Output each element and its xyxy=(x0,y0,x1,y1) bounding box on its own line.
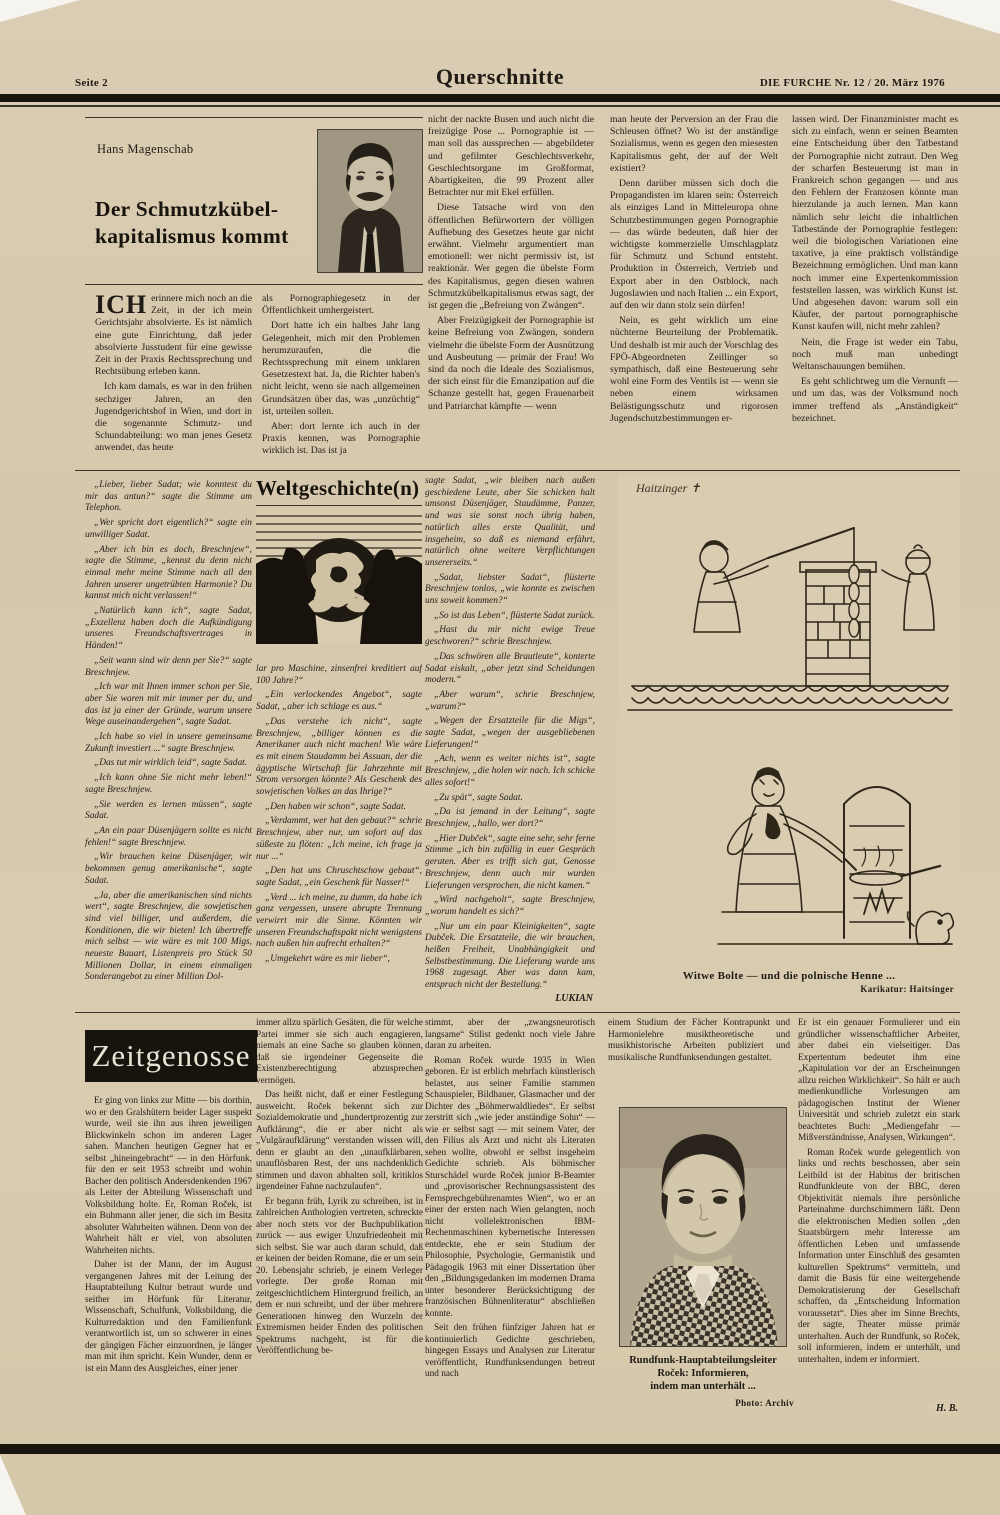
paragraph: „Ich kann ohne Sie nicht mehr leben!“ sagte Breschnjew. xyxy=(85,773,252,795)
header-bar xyxy=(0,94,1000,102)
paragraph: Daher ist der Mann, der im August vergangenen Jahres mit der Leitung der Hauptabteilung Kultur betraut wurde und seither im Hörfunk für Literatur, Wissenschaft, Schulfunk, Volksbildung, die Kulturredaktion und den Familienfunk verantwortlich ist, um so schwerer in eines der gängigen Fächer einzuordnen, je länger man mit ihm spricht. Kein Wunder, denn er ist ein Mann des Ausgleiches, einer jener xyxy=(85,1260,252,1374)
paragraph: „Ich habe so viel in unsere gemeinsame Zukunft investiert ...“ sagte Breschnjew. xyxy=(85,732,252,754)
paragraph: „An ein paar Düsenjägern sollte es nicht fehlen!“ sagte Breschnjew. xyxy=(85,825,252,848)
paragraph: „Nur um ein paar Kleinigkeiten“, sagte Dubček. Die Ersatzteile, die wir brauchen, heißen Freiheit, Unabhängigkeit und Selbstbestimmung. Die Lieferung wurde uns 1968 zugesagt. Aber was dann kam, entsprach nicht der Bestellung.“ xyxy=(425,921,595,991)
paragraph: einem Studium der Fächer Kontrapunkt und Harmonielehre musiktheoretische und musikhistorische Arbeiten publiziert und musikalische Rundfunksendungen gestaltet. xyxy=(608,1018,790,1063)
paragraph-list xyxy=(425,476,595,992)
paragraph: Rundfunk-Hauptabteilungsleiter xyxy=(629,1355,777,1366)
cartoon xyxy=(618,474,960,994)
dialogue-column xyxy=(85,480,252,1007)
dialogue-column xyxy=(256,664,422,1007)
paragraph: „Sadat, liebster Sadat“, flüsterte Breschnjew tonlos, „wie konnte es zwischen uns soweit kommen?“ xyxy=(425,572,595,607)
paragraph: immer allzu spärlich Gesäten, die für welche Partei immer sie sich auch engagieren, niemals an eine Sache so glauben können, daß sie irgendeiner Gegenseite die Existenzberechtigung abzusprechen vermögen. xyxy=(256,1018,423,1086)
footer-bar xyxy=(0,1444,1000,1454)
dialogue-column xyxy=(425,476,595,1007)
article-column xyxy=(798,1018,960,1418)
lead-paragraph xyxy=(95,293,252,378)
photo-caption xyxy=(612,1354,794,1393)
article-title xyxy=(95,196,315,250)
paragraph: Aber: dort lernte ich auch in der Praxis kennen, was Pornographie wirklich ist. Das ist ja xyxy=(262,421,420,457)
article-column xyxy=(425,1018,595,1434)
paragraph: Seit den frühen fünfziger Jahren hat er kontinuierlich Gedichte geschrieben, hingegen Essays und Analysen zur Literatur veröffentlicht, Rundfunksendungen betreut und nach xyxy=(425,1323,595,1379)
paragraph: Das heißt nicht, daß er einer Festlegung ausweicht. Roček bekennt sich zur Sozialdemokratie und „hundertprozentig zur Aufklärung“, die er aber nicht als „Vulgäraufklärung“ verstanden wissen will, denn er glaubt an den „unaufklärbaren, unauflösbaren Rest, der uns nachdenklich stimmen und davon abhalten soll, kritiklos irgendeiner Fahne nachzulaufen“. xyxy=(256,1090,423,1192)
paragraph: „Lieber, lieber Sadat; wie konntest du mir das antun?“ sagte die Stimme am Telephon. xyxy=(85,480,252,514)
paragraph: „Da ist jemand in der Leitung“, sagte Breschnjew, „hallo, wer dort?“ xyxy=(425,807,595,829)
paragraph: stimmt, aber der „zwangsneurotisch langsame“ Stilist gedenkt noch viele Jahre daran zu arbeiten. xyxy=(425,1018,595,1051)
photo-credit: Photo: Archiv xyxy=(735,1398,794,1408)
paragraph: „Verdammt, wer hat den gebaut?“ schrie Breschnjew, aber nur, um sofort auf das süßeste zu flöten: „Ich meine, ich frage ja nur ...“ xyxy=(256,816,422,862)
scan-corner xyxy=(0,0,80,22)
paragraph: „Ein verlockendes Angebot“, sagte Sadat, „aber ich schlage es aus.“ xyxy=(256,690,422,713)
article-column xyxy=(256,1018,423,1434)
paragraph: Roček: Informieren, xyxy=(657,1368,749,1379)
divider xyxy=(75,470,960,471)
paragraph: „Das tut mir wirklich leid“, sagte Sadat. xyxy=(94,758,248,769)
zeitgenosse-box: Zeitgenosse xyxy=(85,1030,257,1082)
paragraph: „Den hat uns Chruschtschow gebaut“, sagte Sadat, „ein Geschenk für Nasser!“ xyxy=(256,866,422,888)
paragraph: „Ich war mit Ihnen immer schon per Sie, aber Sie waren mit mir immer per du, und das ist ja einer der Gründe, warum unsere Wege auseinandergehen“, sagte Sadat. xyxy=(85,682,252,728)
author-photo xyxy=(318,130,422,272)
globe-silhouettes-graphic xyxy=(256,508,422,644)
paragraph: „Wegen der Ersatzteile für die Migs“, sagte Sadat, „wegen der ausgebliebenen Lieferungen!“ xyxy=(425,716,595,750)
cartoon-illustration xyxy=(618,474,960,964)
weltgeschichten-title: Weltgeschichte(n) xyxy=(256,476,420,500)
paragraph: Aber Freizügigkeit der Pornographie ist keine Befreiung von Zwängen, sondern vielmehr die übelste Form der Ausnützung und Ausbeutung — primär der Frau! Wo sind da noch die Ideale des Sozialismus, der sich einst für die Emanzipation auf die Schanze gestellt hat, gegen Frauenarbeit und Patriarchat kämpfte — wenn xyxy=(428,315,594,412)
article-title-line: Der Schmutzkübel- xyxy=(95,197,279,221)
author-initials: H. B. xyxy=(930,1403,958,1415)
paragraph: lassen wird. Der Finanzminister macht es sich zu einfach, wenn er seinen Beamten eine Entscheidung über den Tatbestand der Pornographie nicht zutraut. Den Weg der scharfen Besteuerung ist man in Frankreich schon gegangen — und aus den Fehlern der Franzosen könnte man hierzulande ja auch lernen. Man kann nämlich sehr leicht die inhaltlichen Tatbestände der Pornographie festlegen: weil die biologischen Variationen eine taxative, ja eine praktisch vollständige Bezeichnung ermöglichen. Und man kann noch immer eine Expertenkommission feststellen lassen, was wirklich Kunst ist. Und abgesehen davon: warum soll ein Käufer, der partout pornographische Kunst kaufen will, nicht mehr zahlen? xyxy=(792,114,958,333)
cartoon-caption: Witwe Bolte — und die polnische Henne ... xyxy=(682,970,896,982)
paragraph-list xyxy=(798,1018,960,1366)
article-title-line: kapitalismus kommt xyxy=(95,224,289,248)
article-column xyxy=(262,293,420,463)
paragraph: Er ging von links zur Mitte — bis dorthin, wo er den Gralshütern beider Lager suspekt wurde, weil sie ihn aus ihren jeweiligen Blickwinkeln schon im anderen Lager sahen. Manchen heutigen Gegner hat er selbst „hineingebracht“ — in den Hörfunk, für den er seit 1953 schreibt und wohin Bacher den politisch Andersdenkenden 1967 als Leiter der Abteilung Wissenschaft und Volksbildung holte. Er, Roman Roček, ist ein Buhmann aller jener, die sich im Besitz absoluter Wahrheiten wähnen. Denn von der Wahrheit hält er viel, von absoluten Wahrheiten nichts. xyxy=(85,1096,252,1256)
paragraph: „Hast du mir nicht ewige Treue geschworen?“ schrie Breschnjew. xyxy=(425,625,595,648)
divider xyxy=(75,1012,960,1013)
paragraph: „Seit wann sind wir denn per Sie?“ sagte Breschnjew. xyxy=(85,655,252,678)
cartoon-signature: Haitzinger ✝ xyxy=(636,481,701,495)
paragraph: Er begann früh, Lyrik zu schreiben, ist in zahlreichen Anthologien vertreten, schreckte aber noch stets vor der Buchpublikation zurück — aus ewiger Unzufriedenheit mit sich selbst. Sie war auch daran schuld, daß er keinen der beiden Romane, die er um sein 20. Lebensjahr schrieb, je einem Verleger vorlegte. Der große Roman mit zeitgeschichtlichem Hintergrund freilich, an dem er nun schreibt, und der über mehrere Generationen hinweg den Wurzeln der Extremismen beider Enden des politischen Spektrums nachgeht, ist für die Veröffentlichung be- xyxy=(256,1196,423,1356)
article-column xyxy=(428,114,594,464)
scan-corner xyxy=(0,1455,26,1515)
paragraph: Nein, die Frage ist weder ein Tabu, noch muß man unbedingt Weltanschauungen bemühen. xyxy=(792,336,958,373)
divider xyxy=(85,117,423,118)
portrait-photo xyxy=(620,1108,786,1346)
paragraph: lar pro Maschine, zinsenfrei kreditiert auf 100 Jahre?“ xyxy=(256,664,422,686)
issue-info: DIE FURCHE Nr. 12 / 20. März 1976 xyxy=(759,77,945,89)
paragraph: „Den haben wir schon“, sagte Sadat. xyxy=(265,801,406,812)
paragraph: „Wir brauchen keine Düsenjäger, wir bekommen genug amerikanische“, sagte Sadat. xyxy=(85,852,252,886)
article-column xyxy=(608,1018,790,1102)
paragraph: Denn darüber müssen sich doch die Propagandisten im klaren sein: Österreich als einziges Land in Mitteleuropa ohne Schutzbestimmungen gegen Pornographie — das würde bedeuten, daß hier der wichtigste kommerzielle Umschlagplatz für Schmutz und Schund entsteht. Produktion in Österreich, Vertrieb und Export aber in den Ostblock, nach Jugoslawien und nach Italien ... ein Export, auf den wir dann stolz sein dürfen! xyxy=(610,178,778,312)
paragraph: „Natürlich kann ich“, sagte Sadat, „Exzellenz haben doch die Aufkündigung unseres Freundschaftsvertrages in Händen!“ xyxy=(85,606,252,652)
paragraph: als Pornographiegesetz in der Öffentlichkeit umhergeistert. xyxy=(262,293,420,317)
scan-corner xyxy=(890,0,1000,34)
paragraph-list xyxy=(95,381,252,454)
article-column xyxy=(95,293,252,463)
paragraph: „Ja, aber die amerikanischen sind nichts wert“, sagte Breschnjew, die sowjetischen sind viel billiger, und außerdem, die Konditionen, die wir bieten! Ich übertreffe mich selbst — wie wäre es mit 100 Migs, neueste Bauart, Listenpreis pro Stück 50 Millionen Dollar, in einem einmaligen Sonderangebot zu einer Million Dol- xyxy=(85,890,252,983)
paragraph: Roman Roček wurde gelegentlich von links und rechts beschossen, aber sein Leitbild ist der Habitus der britischen Rundfunkleute von der BBC, deren Objektivität niemals ihre persönliche Parteinahme durchschimmern läßt. Denn die elektronischen Medien sollen „den Staatsbürgern mehr Interesse am öffentlichen Leben und umfassende Information unter Einschluß des gesamten kulturellen Spektrums“ vermitteln, und damit die Basis für eine weitergehende Demokratisierung der Gesellschaft schaffen, da „Entscheidung Information voraussetzt“. Dies aber im Sinne Brechts, der sagte, Theater müsse primär unterhalten. Auch der Rundfunk, so Roček, soll informieren, indem er unterhält, und unterhalten, indem er informiert. xyxy=(798,1147,960,1365)
cartoon-credit: Karikatur: Haitsinger xyxy=(860,984,954,994)
author-signature: LUKIAN xyxy=(549,993,593,1005)
paragraph: „Wer spricht dort eigentlich?“ sagte ein unwilliger Sadat. xyxy=(85,518,252,540)
paragraph: Roman Roček wurde 1935 in Wien geboren. Er ist erblich mehrfach künstlerisch belastet, aus seiner Familie stammen Schauspieler, Bildhauer, Glasmacher und der Dichter des „Böhmerwaldliedes“. Er selbst zerstritt sich „wie jeder anständige Sohn“ — wie er selbst sagt — mit seinem Vater, der den Filius als Arzt und nicht als Literaten sehen wollte, obwohl er selbst insgeheim Gedichte schrieb. Als böhmischer Sturschädel wurde Roček junior B-Beamter und „provisorischer Rechnungsassistent des Fernsprechgebührenamtes Wien“, wo er an einer der ersten nach Wien gelangten, noch nicht vollelektronischen IBM-Rechenmaschinen kybernetische Interessen entdeckte, ehe er sein Studium der Philosophie, Psychologie, Germanistik und Pädagogik 1963 mit einer Dissertation über den „Bildungsgedanken im modernen Drama unter besonderer Berücksichtigung der französischen Bühnenliteratur“ abschließen konnte. xyxy=(425,1055,595,1319)
section-title: Querschnitte xyxy=(435,64,565,89)
paragraph: „Das schwören alle Brautleute“, konterte Sadat eiskalt, „aber jetzt sind Scheidungen modern.“ xyxy=(425,651,595,686)
paragraph: „Das verstehe ich nicht“, sagte Breschnjew, „billiger können es die Amerikaner auch nicht machen! Wie wäre es mit einem Staudamm bei Assuan, der die ägyptische Wirtschaft für Jahrzehnte mit Strom versorgen könnte? Als Geschenk des sowjetischen Volkes an das Ihrige?“ xyxy=(256,716,422,798)
paragraph: Nein, es geht wirklich um eine nüchterne Beurteilung der Problematik. Und deshalb ist mir auch der Vorschlag des FPÖ-Abgeordneten Zeillinger so sympathisch, daß eine Besteuerung sehr wohl eine Form des Ventils ist — wenn sie neben einem wirksamen Belästigungsschutz und rigorosen Jugendschutzbestimmungen er- xyxy=(610,315,778,424)
lead-text: erinnere mich noch an die Zeit, in der ich mein Gerichtsjahr absolvierte. Es ist nämlich eine gute Einrichtung, daß jeder absolvierte Jusstudent für eine gewisse Zeit in der Praxis Rechtssprechung und Rechtsübung erleben kann. xyxy=(95,293,252,378)
byline: Hans Magenschab xyxy=(97,142,194,156)
paragraph: „Verd ... ich meine, zu dumm, da habe ich ganz vergessen, unsere abrupte Trennung verwirrt mir die Sinne. Könnten wir unseren Freundschaftspakt nicht wenigstens nach außen hin aufrecht erhalten?“ xyxy=(256,892,422,950)
paragraph: indem man unterhält ... xyxy=(650,1381,756,1392)
portrait-photo-image xyxy=(620,1108,786,1346)
paragraph: sagte Sadat, „wir bleiben nach außen geschiedene Leute, aber Sie schicken halt umsonst Düsenjäger, Staudämme, Panzer, und was sie sonst noch übrig haben, natürlich alles erste Qualität, und insgeheim, so daß es niemand erfährt, natürlich ohne weitere Verpflichtungen unsererseits.“ xyxy=(425,476,595,568)
paragraph: „Sie werden es lernen müssen“, sagte Sadat. xyxy=(85,799,252,822)
drop-cap: ICH xyxy=(95,293,148,319)
paragraph: man heute der Perversion an der Frau die Schleusen öffnet? Wo ist der anständige Sozialismus, wenn es gegen den miesesten Kapitalismus geht, der auf der Welt existiert? xyxy=(610,114,778,174)
paragraph: Ich kam damals, es war in den frühen sechziger Jahren, an den Jugendgerichtshof in Wien, und dort in die sogenannte Schmutz- und Schundabteilung: wo man jenes Gesetz anwendet, das heute xyxy=(95,381,252,454)
paragraph: Er ist ein genauer Formulierer und ein gründlicher wissenschaftlicher Arbeiter, aber dabei ein vielseitiger. Das Expertentum bedeutet ihm eine „Kapitulation vor der an Erscheinungen allzu reichen Wirklichkeit“. So hält er auch medienkundliche Vorlesungen am pädagogischen Institut der Wiener Universität und schrieb zuletzt ein stark beachtetes Buch: „Mediengefahr — Mißverständnisse, Analysen, Wirkungen“. xyxy=(798,1018,960,1143)
paragraph: „Ach, wenn es weiter nichts ist“, sagte Breschnjew, „die holen wir nach. Ich schicke alles sofort!“ xyxy=(425,754,595,788)
paragraph: Diese Tatsache wird von den öffentlichen Befürwortern der völligen Aufhebung des Gesetzes heute gar nicht erwähnt. Vielmehr argumentiert man emotionell: wer nicht permissiv ist, ist reaktionär. Wer gegen die übelste Form des Kapitalismus, gegen diesen wahren Schmutzkübelkapitalismus etwas sagt, der ist gegen die „Befreiung von Zwängen“. xyxy=(428,202,594,312)
paragraph: „Wird nachgeholt“, sagte Breschnjew, „worum handelt es sich?“ xyxy=(425,895,595,917)
paragraph: „Hier Dubček“, sagte eine sehr, sehr ferne Stimme „ich bin zufällig in euer Gespräch geraten. Aber es trifft sich gut, Genosse Breschnjew, denn auch mir wurden Lieferungen versprochen, die nicht kamen.“ xyxy=(425,833,595,891)
paragraph: „Aber warum“, schrie Breschnjew, „warum?“ xyxy=(425,689,595,712)
paragraph: „Aber ich bin es doch, Breschnjew“, sagte die Stimme, „kennst du denn nicht einmal mehr meine Stimme nach all den Jahren unserer ungetrübten Harmonie? Du kannst mich nicht verlassen!“ xyxy=(85,544,252,602)
paragraph: „Zu spät“, sagte Sadat. xyxy=(434,792,523,803)
page-number-label: Seite 2 xyxy=(75,77,108,89)
paragraph: „So ist das Leben“, flüsterte Sadat zurück. xyxy=(434,610,595,621)
article-column xyxy=(610,114,778,464)
paragraph: „Umgekehrt wäre es mir lieber“, xyxy=(265,954,390,965)
divider xyxy=(85,284,423,285)
author-photo-image xyxy=(318,130,422,272)
paragraph: nicht der nackte Busen und auch nicht die freizügige Pose ... Pornographie ist — man soll das aussprechen — abgebildeter und gefilmter Geschlechtsverkehr, Geschlechtsorgane im Großformat, Abartigkeiten, die 99 Prozent aller Betrachter nur mit Ekel erfüllen. xyxy=(428,114,594,199)
weltgeschichten-box xyxy=(256,476,422,644)
article-column xyxy=(792,114,958,464)
paragraph: Dort hatte ich ein halbes Jahr lang Gelegenheit, mich mit den Problemen herumzuraufen, die die Rechtssprechung mit einem unklaren Gesetzestext hat. Ja, die Richter haben's nicht leicht, wenn sie nach allgemeinen Grundsätzen über das, was „unzüchtig“ ist, urteilen sollen. xyxy=(262,320,420,417)
divider xyxy=(0,105,1000,107)
paragraph: Es geht schlichtweg um die Vernunft — und um das, was der Volksmund noch immer treffend als „Anständigkeit“ bezeichnet. xyxy=(792,376,958,424)
article-column xyxy=(85,1096,252,1432)
